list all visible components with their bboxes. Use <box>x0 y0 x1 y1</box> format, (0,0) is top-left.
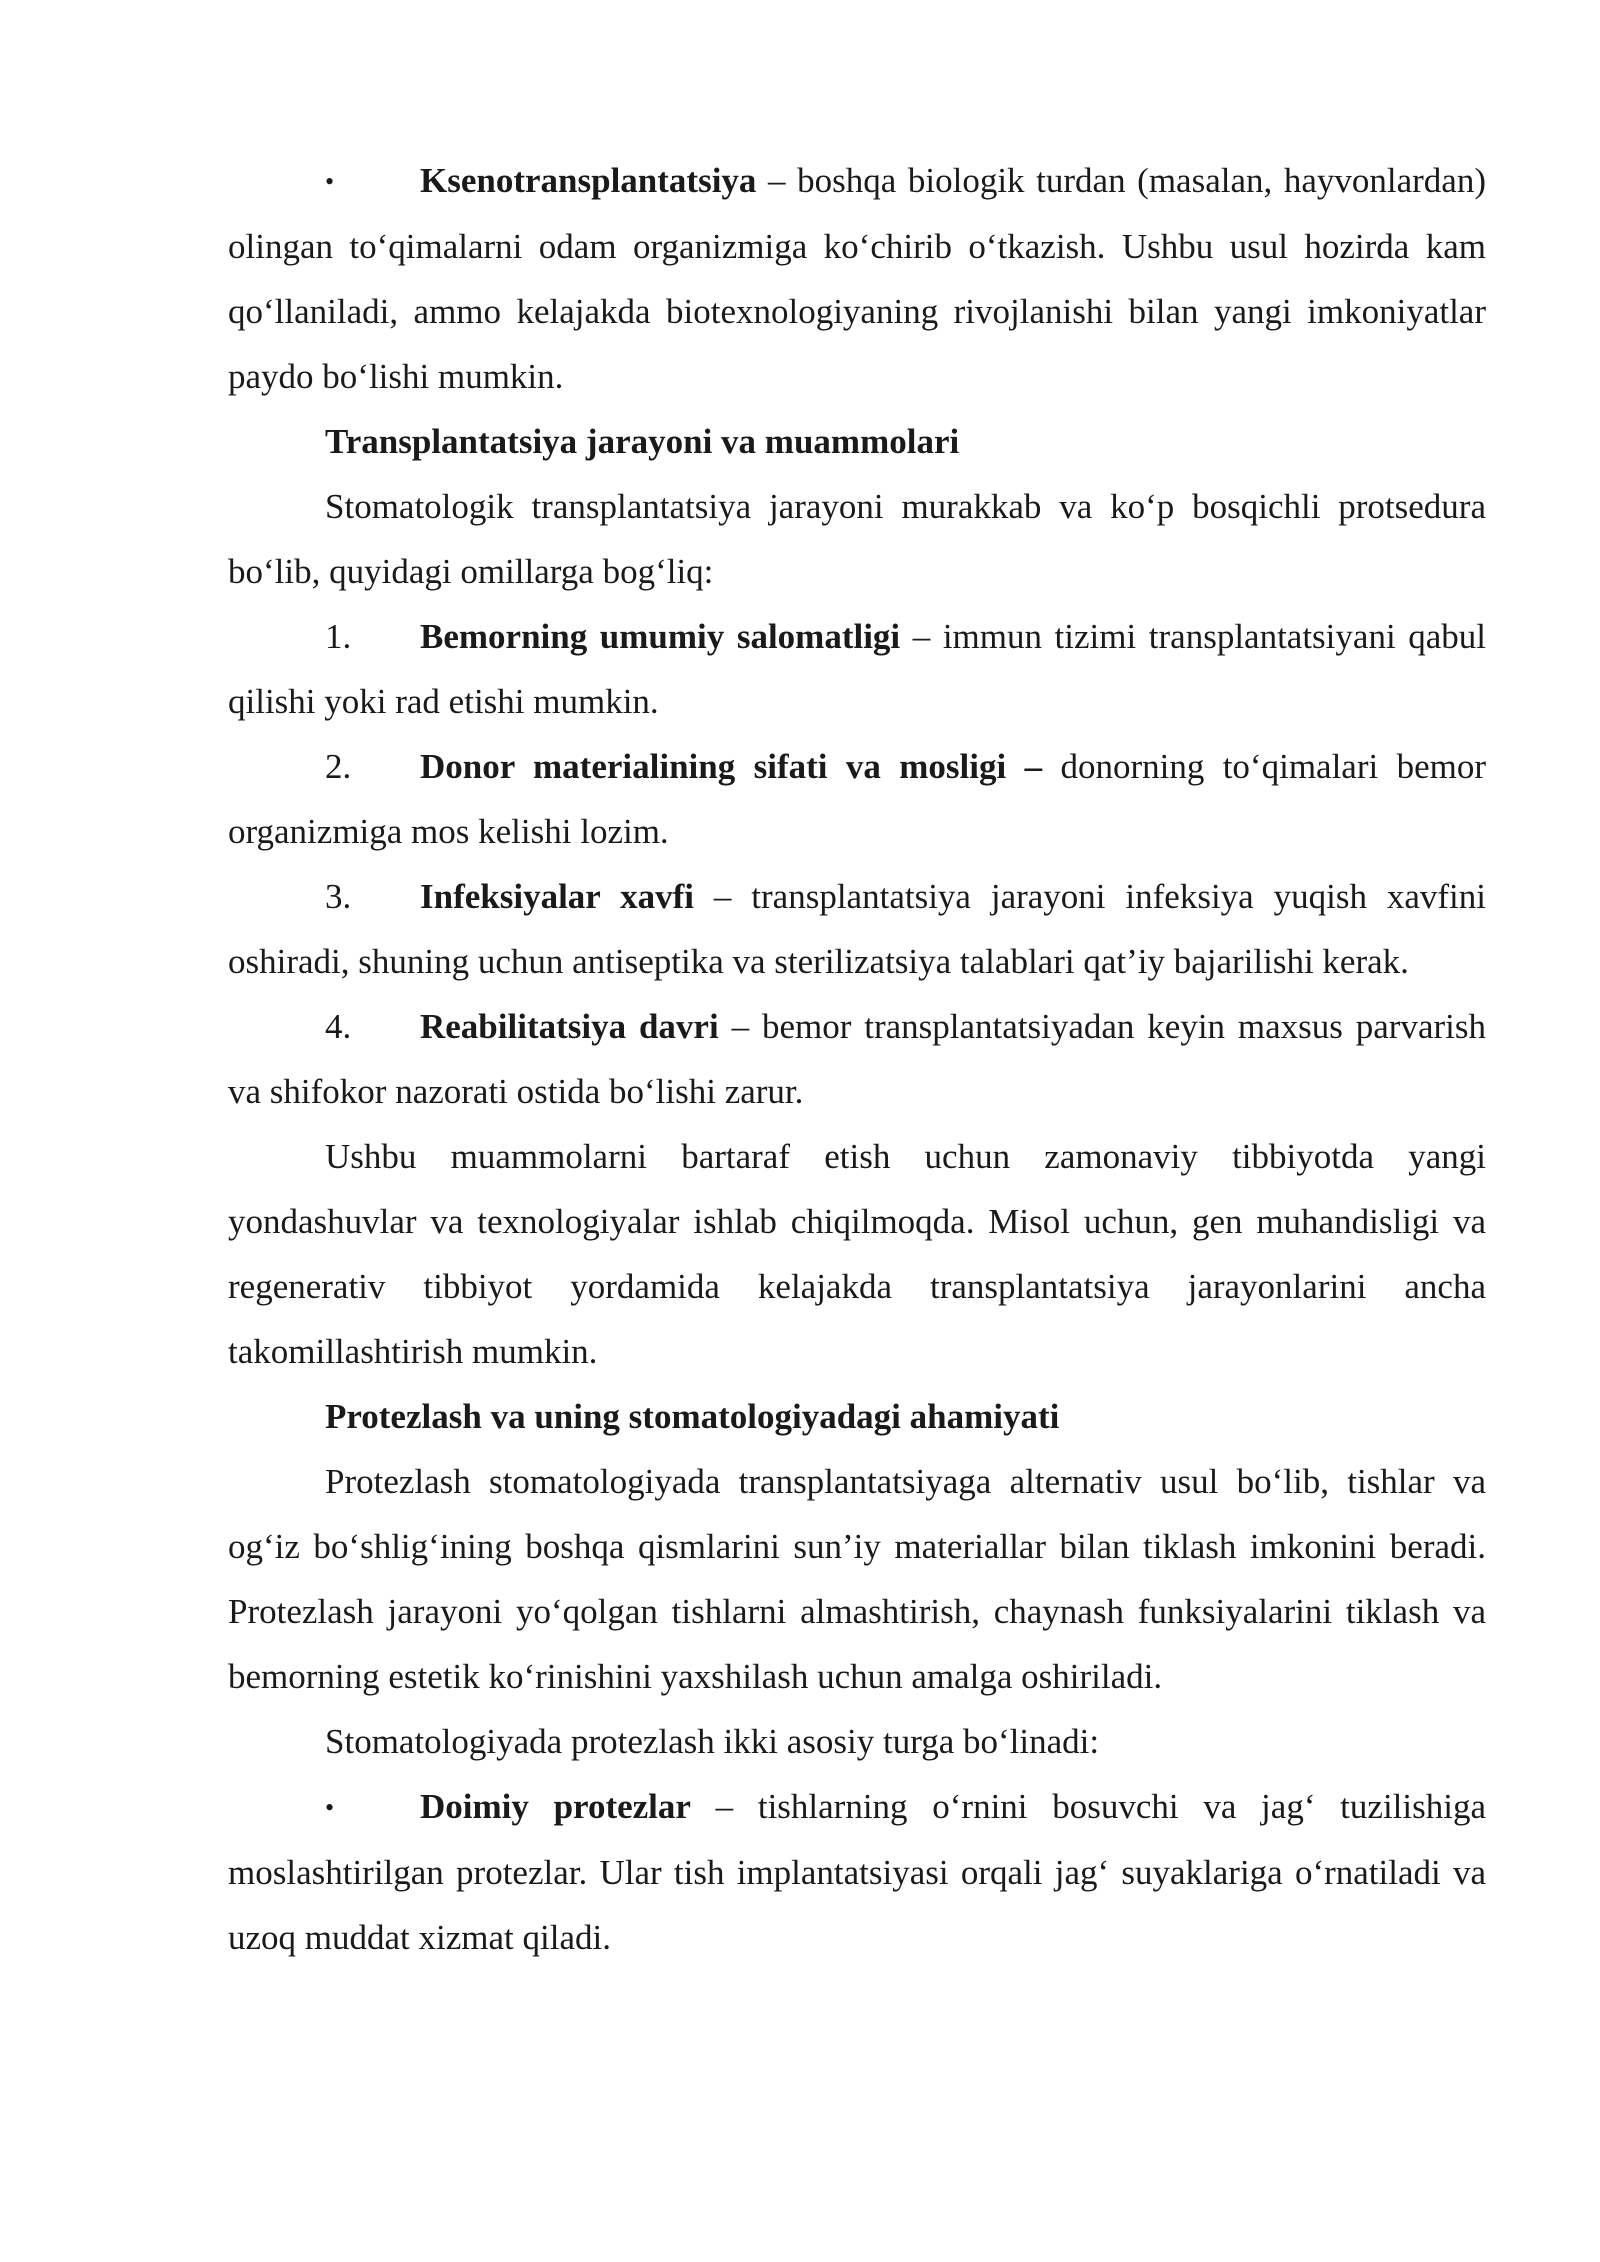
item-term: Infeksiyalar xavfi <box>420 877 694 916</box>
numbered-item-4 <box>228 994 1486 1124</box>
paragraph-modern-approaches: Ushbu muammolarni bartaraf etish uchun zamonaviy tibbiyotda yangi yondashuvlar va texnologiyalar ishlab chiqilmoqda. Misol uchun, gen muhandisligi va regenerativ tibbiyot yordamida kelajakda transplantatsiya jarayonlarini ancha takomillashtirish mumkin. <box>228 1137 1486 1371</box>
item-text: – boshqa biologik turdan (masalan, hayvonlardan) olingan to‘qimalarni odam organizmiga ko‘chirib o‘tkazish. Ushbu usul hozirda kam qo‘llaniladi, ammo kelajakda biotexnologiyaning rivojlanishi bilan yangi imkoniyatlar paydo bo‘lishi mumkin. <box>228 161 1486 396</box>
item-text: – bemor transplantatsiyadan keyin maxsus parvarish va shifokor nazorati ostida bo‘lishi zarur. <box>228 1007 1487 1111</box>
number-marker: 3. <box>325 877 352 916</box>
paragraph-transplantation-intro: Stomatologik transplantatsiya jarayoni murakkab va ko‘p bosqichli protsedura bo‘lib, quyidagi omillarga bog‘liq: <box>228 487 1486 591</box>
numbered-item-2 <box>228 734 1486 864</box>
number-marker: 1. <box>325 617 352 656</box>
item-text: – tishlarning o‘rnini bosuvchi va jag‘ tuzilishiga moslashtirilgan protezlar. Ular tish implantatsiyasi orqali jag‘ suyaklariga o‘rnatiladi va uzoq muddat xizmat qiladi. <box>228 1787 1486 1957</box>
item-text: – transplantatsiya jarayoni infeksiya yuqish xavfini oshiradi, shuning uchun antiseptika va sterilizatsiya talablari qat’iy bajarilishi kerak. <box>228 877 1487 981</box>
document-page <box>228 148 1486 1970</box>
numbered-item-3 <box>228 864 1486 994</box>
item-term: Reabilitatsiya davri <box>420 1007 719 1046</box>
item-text: – immun tizimi transplantatsiyani qabul qilishi yoki rad etishi mumkin. <box>228 617 1486 721</box>
bullet-item-xenotransplantation <box>228 148 1486 409</box>
number-marker: 2. <box>325 747 352 786</box>
number-marker: 4. <box>325 1007 352 1046</box>
bullet-item-permanent-prostheses <box>228 1774 1486 1970</box>
item-term: Donor materialining sifati va mosligi – <box>420 747 1043 786</box>
item-term: Ksenotransplantatsiya <box>420 161 757 200</box>
item-term: Doimiy protezlar <box>420 1787 691 1826</box>
section-heading-prosthetics: Protezlash va uning stomatologiyadagi ahamiyati <box>325 1397 1060 1436</box>
bullet-marker: • <box>325 167 335 196</box>
bullet-marker: • <box>325 1793 335 1822</box>
paragraph-prosthetics-types: Stomatologiyada protezlash ikki asosiy turga bo‘linadi: <box>325 1722 1100 1761</box>
item-text: donorning to‘qimalari bemor organizmiga mos kelishi lozim. <box>228 747 1487 851</box>
item-term: Bemorning umumiy salomatligi <box>420 617 901 656</box>
paragraph-prosthetics-intro: Protezlash stomatologiyada transplantatsiyaga alternativ usul bo‘lib, tishlar va og‘iz bo‘shlig‘ining boshqa qismlarini sun’iy materiallar bilan tiklash imkonini beradi. Protezlash jarayoni yo‘qolgan tishlarni almashtirish, chaynash funksiyalarini tiklash va bemorning estetik ko‘rinishini yaxshilash uchun amalga oshiriladi. <box>228 1462 1486 1696</box>
numbered-item-1 <box>228 604 1486 734</box>
section-heading-transplantation-process: Transplantatsiya jarayoni va muammolari <box>325 422 960 461</box>
